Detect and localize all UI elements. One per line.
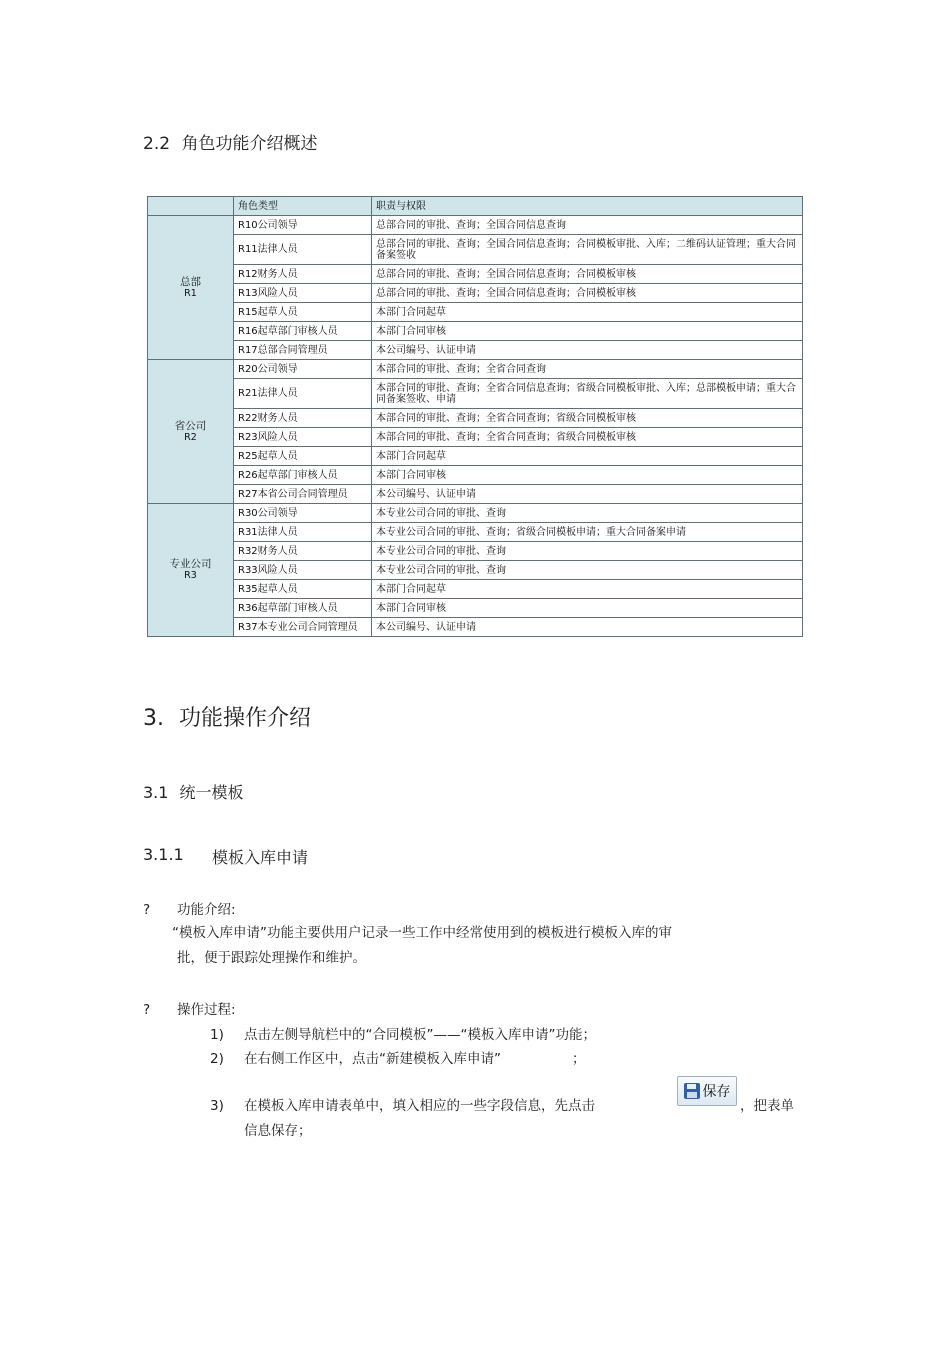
header-cell-duty: 职责与权限 xyxy=(372,197,803,216)
duty-cell: 本专业公司合同的审批、查询；省级合同模板申请；重大合同备案申请 xyxy=(372,523,803,542)
table-row xyxy=(148,265,803,284)
table-row xyxy=(148,379,803,409)
section-number: 3. xyxy=(143,706,164,731)
section-title: 模板入库申请 xyxy=(212,848,309,867)
role-type-cell: R21法律人员 xyxy=(234,379,372,409)
save-button[interactable] xyxy=(677,1076,737,1106)
role-type-cell: R23风险人员 xyxy=(234,428,372,447)
duty-cell: 本部门合同审核 xyxy=(372,322,803,341)
role-type-cell: R11法律人员 xyxy=(234,235,372,265)
section-3-1-1-heading xyxy=(143,845,309,867)
group-code: R2 xyxy=(184,431,197,443)
table-row xyxy=(148,580,803,599)
table-row xyxy=(148,360,803,379)
group-cell xyxy=(148,216,234,360)
header-cell-group xyxy=(148,197,234,216)
role-type-cell: R31法律人员 xyxy=(234,523,372,542)
table-row xyxy=(148,504,803,523)
group-name: 省公司 xyxy=(174,419,207,432)
role-type-cell: R30公司领导 xyxy=(234,504,372,523)
duty-cell: 总部合同的审批、查询；全国合同信息查询 xyxy=(372,216,803,235)
group-code: R1 xyxy=(184,287,197,299)
group-cell xyxy=(148,360,234,504)
group-code: R3 xyxy=(184,570,197,581)
header-cell-role-type: 角色类型 xyxy=(234,197,372,216)
duty-cell: 本专业公司合同的审批、查询 xyxy=(372,504,803,523)
step-text: 在模板入库申请表单中，填入相应的一些字段信息，先点击 xyxy=(244,1098,595,1114)
duty-cell: 本部合同的审批、查询；全省合同查询；省级合同模板审核 xyxy=(372,428,803,447)
table-row xyxy=(148,322,803,341)
role-type-cell: R26起草部门审核人员 xyxy=(234,466,372,485)
floppy-disk-icon xyxy=(684,1083,700,1099)
group-cell xyxy=(148,504,234,637)
duty-cell: 本部门合同起草 xyxy=(372,447,803,466)
table-row xyxy=(148,235,803,265)
role-type-cell: R13风险人员 xyxy=(234,284,372,303)
table-row xyxy=(148,341,803,360)
duty-cell: 本公司编号、认证申请 xyxy=(372,485,803,504)
role-type-cell: R27本省公司合同管理员 xyxy=(234,485,372,504)
section-3-heading xyxy=(143,701,311,732)
duty-cell: 本公司编号、认证申请 xyxy=(372,618,803,637)
step-text: 在右侧工作区中，点击“新建模板入库申请” xyxy=(244,1051,501,1067)
duty-cell: 本专业公司合同的审批、查询 xyxy=(372,542,803,561)
group-name: 总部 xyxy=(180,275,201,288)
table-row xyxy=(148,216,803,235)
group-name: 专业公司 xyxy=(169,558,212,570)
section-number: 3.1.1 xyxy=(143,845,184,864)
duty-cell: 总部合同的审批、查询；全国合同信息查询；合同模板审核 xyxy=(372,265,803,284)
role-type-cell: R12财务人员 xyxy=(234,265,372,284)
step-text-tail: ； xyxy=(572,1051,586,1067)
step-text-tail: ，把表单 xyxy=(740,1098,794,1114)
intro-line-2: 批，便于跟踪处理操作和维护。 xyxy=(177,950,366,966)
role-type-cell: R36起草部门审核人员 xyxy=(234,599,372,618)
section-2-2-heading xyxy=(143,129,317,154)
duty-cell: 本部合同的审批、查询；全省合同查询；省级合同模板审核 xyxy=(372,409,803,428)
section-title: 角色功能介绍概述 xyxy=(181,134,318,154)
role-type-cell: R15起草人员 xyxy=(234,303,372,322)
role-type-cell: R32财务人员 xyxy=(234,542,372,561)
table-row xyxy=(148,303,803,322)
role-type-cell: R33风险人员 xyxy=(234,561,372,580)
duty-cell: 本部门合同起草 xyxy=(372,303,803,322)
duty-cell: 本专业公司合同的审批、查询 xyxy=(372,561,803,580)
role-type-cell: R20公司领导 xyxy=(234,360,372,379)
table-row xyxy=(148,561,803,580)
table-row xyxy=(148,523,803,542)
duty-cell: 本部合同的审批、查询；全省合同查询 xyxy=(372,360,803,379)
step-text: 点击左侧导航栏中的“合同模板”——“模板入库申请”功能； xyxy=(244,1027,596,1043)
step-text-continued: 信息保存； xyxy=(244,1123,312,1139)
table-row xyxy=(148,599,803,618)
step-number: 2) xyxy=(210,1051,224,1067)
section-number: 3.1 xyxy=(143,783,169,802)
section-title: 功能操作介绍 xyxy=(179,706,312,731)
save-button-label: 保存 xyxy=(702,1084,731,1100)
intro-bullet-mark: ? xyxy=(143,902,151,918)
role-type-cell: R16起草部门审核人员 xyxy=(234,322,372,341)
duty-cell: 总部合同的审批、查询；全国合同信息查询；合同模板审核 xyxy=(372,284,803,303)
step-number: 3) xyxy=(210,1098,224,1114)
role-type-cell: R35起草人员 xyxy=(234,580,372,599)
duty-cell: 本部门合同审核 xyxy=(372,599,803,618)
table-row xyxy=(148,542,803,561)
table-row xyxy=(148,485,803,504)
step-number: 1) xyxy=(210,1027,224,1043)
intro-label: 功能介绍: xyxy=(177,902,236,918)
table-row xyxy=(148,284,803,303)
process-bullet-mark: ? xyxy=(143,1002,151,1018)
table-row xyxy=(148,466,803,485)
duty-cell: 本部门合同审核 xyxy=(372,466,803,485)
duty-cell: 本部合同的审批、查询；全省合同信息查询；省级合同模板审批、入库；总部模板申请；重大合同备案签收、申请 xyxy=(372,379,803,409)
table-row xyxy=(148,618,803,637)
duty-cell: 本部门合同起草 xyxy=(372,580,803,599)
role-type-cell: R37本专业公司合同管理员 xyxy=(234,618,372,637)
table-row xyxy=(148,447,803,466)
roles-table-body xyxy=(148,216,803,637)
table-row xyxy=(148,409,803,428)
section-3-1-heading xyxy=(143,780,244,803)
roles-table xyxy=(147,196,803,637)
duty-cell: 总部合同的审批、查询；全国合同信息查询；合同模板审批、入库；二维码认证管理；重大合同备案签收 xyxy=(372,235,803,265)
section-number: 2.2 xyxy=(143,134,171,154)
table-row xyxy=(148,428,803,447)
role-type-cell: R17总部合同管理员 xyxy=(234,341,372,360)
table-header-row xyxy=(148,197,803,216)
role-type-cell: R10公司领导 xyxy=(234,216,372,235)
duty-cell: 本公司编号、认证申请 xyxy=(372,341,803,360)
intro-line-1: “模板入库申请”功能主要供用户记录一些工作中经常使用到的模板进行模板入库的审 xyxy=(172,925,672,941)
role-type-cell: R22财务人员 xyxy=(234,409,372,428)
process-label: 操作过程: xyxy=(177,1002,236,1018)
section-title: 统一模板 xyxy=(179,783,244,802)
role-type-cell: R25起草人员 xyxy=(234,447,372,466)
